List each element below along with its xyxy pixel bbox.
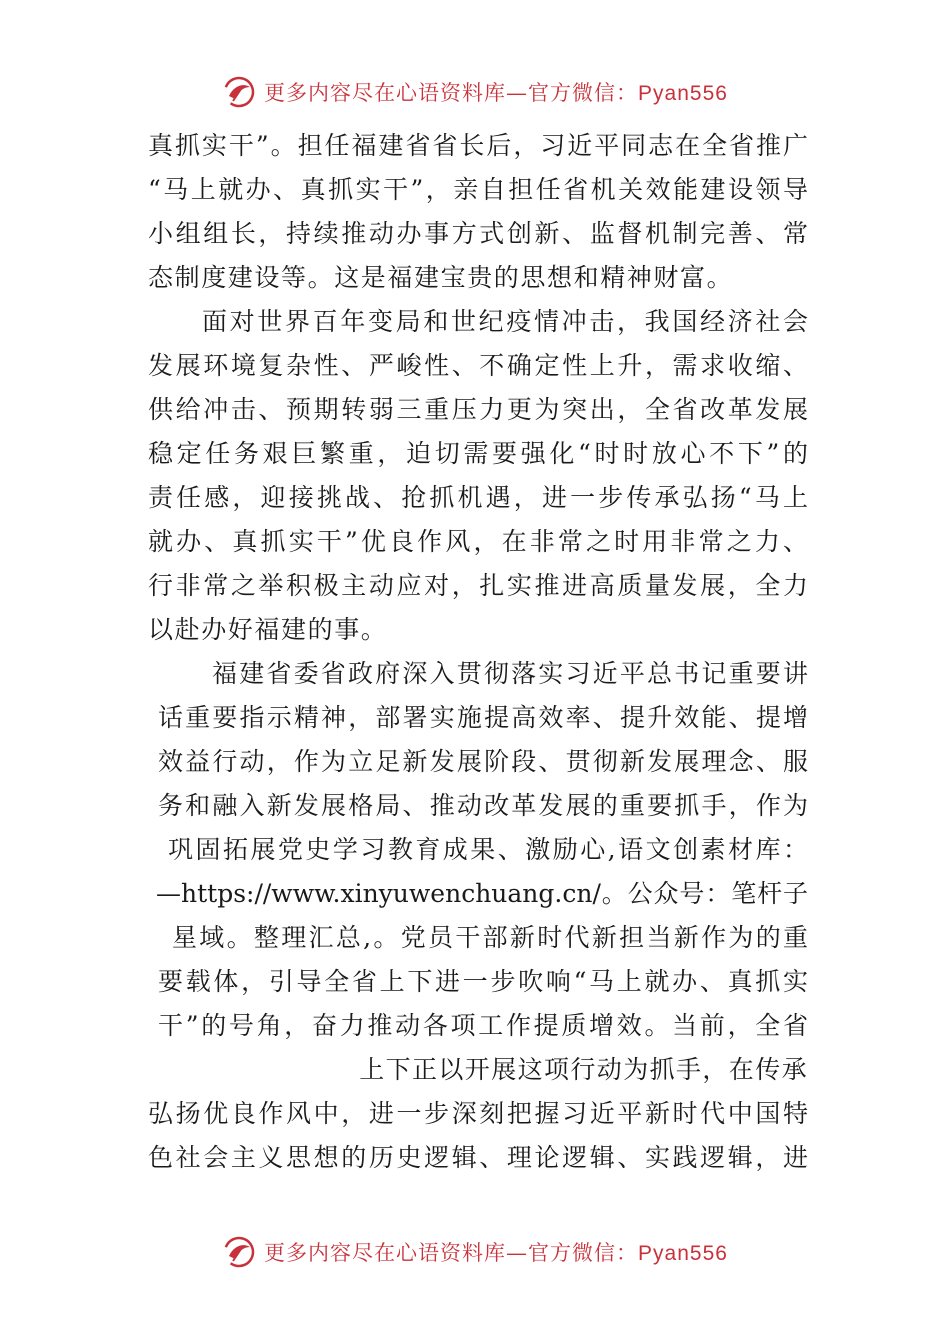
text-line: 态制度建设等。这是福建宝贵的思想和精神财富。 (148, 263, 734, 292)
document-body (148, 124, 808, 1180)
text-line: 稳定任务艰巨繁重，迫切需要强化“时时放心不下”的 (148, 439, 808, 468)
text-line: 福建省委省政府深入贯彻落实习近平总书记重要讲 (212, 659, 808, 688)
text-line: 弘扬优良作风中，进一步深刻把握习近平新时代中国特 (148, 1099, 808, 1128)
text-line: 务和融入新发展格局、推动改革发展的重要抓手，作为 (158, 791, 808, 820)
text-line: —https://www.xinyuwenchuang.cn/。公众号：笔杆子 (156, 879, 808, 908)
header-banner (0, 72, 950, 112)
text-line: 就办、真抓实干”优良作风，在非常之时用非常之力、 (148, 527, 808, 556)
text-line: 巩固拓展党史学习教育成果、激励心,语文创素材库： (168, 835, 808, 864)
text-line: 要载体，引导全省上下进一步吹响“马上就办、真抓实 (158, 967, 808, 996)
text-line: 面对世界百年变局和世纪疫情冲击，我国经济社会 (202, 307, 808, 336)
text-line: 话重要指示精神，部署实施提高效率、提升效能、提增 (158, 703, 808, 732)
text-line: 星域。整理汇总,。党员干部新时代新担当新作为的重 (172, 923, 808, 952)
text-line: 色社会主义思想的历史逻辑、理论逻辑、实践逻辑，进 (148, 1143, 808, 1172)
text-line: 行非常之举积极主动应对，扎实推进高质量发展，全力 (148, 571, 808, 600)
text-line: 上下正以开展这项行动为抓手，在传承 (359, 1055, 808, 1084)
header-brand-text: 更多内容尽在心语资料库—官方微信：Pyan556 (264, 81, 728, 105)
text-line: 效益行动，作为立足新发展阶段、贯彻新发展理念、服 (158, 747, 808, 776)
text-line: 小组组长，持续推动办事方式创新、监督机制完善、常 (148, 219, 808, 248)
text-line: 责任感，迎接挑战、抢抓机遇，进一步传承弘扬“马上 (148, 483, 808, 512)
brand-logo-icon (222, 75, 256, 109)
text-line: “马上就办、真抓实干”，亲自担任省机关效能建设领导 (148, 175, 808, 204)
text-line: 以赴办好福建的事。 (148, 615, 388, 644)
text-line: 供给冲击、预期转弱三重压力更为突出，全省改革发展 (148, 395, 808, 424)
text-line: 发展环境复杂性、严峻性、不确定性上升，需求收缩、 (148, 351, 808, 380)
footer-banner (0, 1232, 950, 1272)
text-line: 真抓实干”。担任福建省省长后，习近平同志在全省推广 (148, 131, 808, 160)
footer-brand-text: 更多内容尽在心语资料库—官方微信：Pyan556 (264, 1241, 728, 1265)
brand-logo-icon (222, 1235, 256, 1269)
text-line: 干”的号角，奋力推动各项工作提质增效。当前，全省 (158, 1011, 808, 1040)
